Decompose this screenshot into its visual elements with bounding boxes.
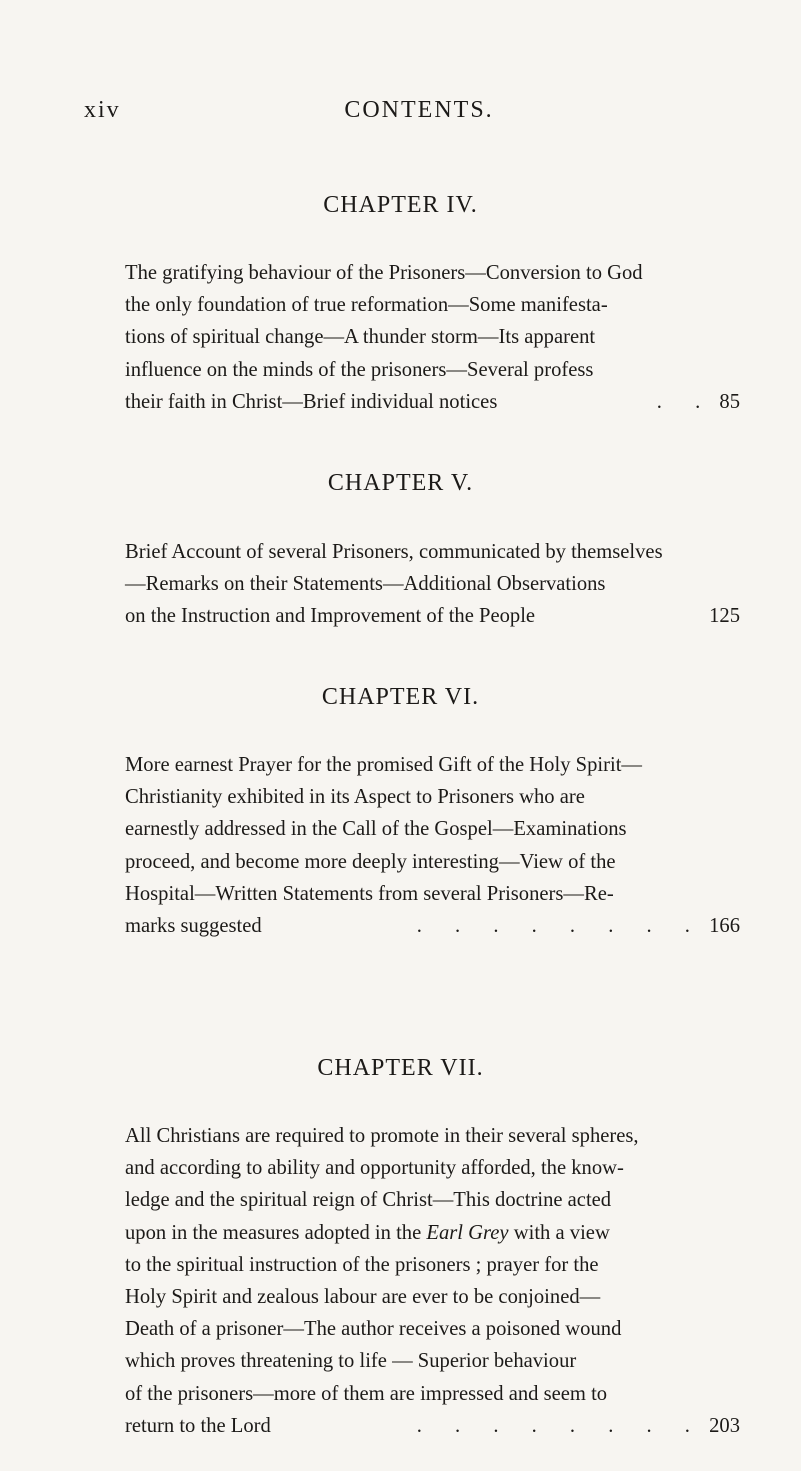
entry-line: with a view [513,1221,610,1244]
entry-line: upon in the measures adopted in the [125,1221,422,1244]
dot-leader: . . . . . . . . [416,915,704,938]
page-number [417,1410,740,1442]
contents-entry-chapter-vi [125,749,740,942]
page-number-value: 85 [719,390,740,413]
contents-entry-chapter-iv [125,257,740,418]
dot-leader: . . [656,390,715,413]
page-folio: xiv [84,97,121,123]
entry-line: their faith in Christ—Brief individual notices [125,390,498,413]
chapter-heading-vii: CHAPTER VII. [317,1055,484,1081]
entry-line: of the prisoners—more of them are impressed and seem to [125,1382,608,1405]
chapter-heading-iv: CHAPTER IV. [323,192,478,218]
entry-line: return to the Lord [125,1414,271,1437]
chapter-heading-v: CHAPTER V. [327,470,474,496]
contents-entry-chapter-v [125,536,740,633]
entry-line: marks suggested [125,915,262,938]
running-head [84,97,740,131]
entry-line: proceed, and become more deeply interesting—View of the [125,850,616,873]
entry-line: ledge and the spiritual reign of Christ—This doctrine acted [125,1189,612,1212]
chapter-heading-vi: CHAPTER VI. [321,684,480,710]
entry-last-line [125,386,740,418]
page-number-value: 125 [709,605,740,628]
entry-last-line [125,910,740,942]
entry-line: Death of a prisoner—The author receives a poisoned wound [125,1318,622,1341]
contents-entry-chapter-vii [125,1120,740,1442]
entry-line: —Remarks on their Statements—Additional Observations [125,573,606,596]
running-head-title: CONTENTS. [344,97,494,123]
page-number [709,600,740,632]
entry-line: More earnest Prayer for the promised Gift of the Holy Spirit— [125,754,643,776]
dot-leader: . . . . . . . . [416,1414,704,1437]
entry-line: Christianity exhibited in its Aspect to Prisoners who are [125,786,585,809]
entry-line: tions of spiritual change—A thunder storm—Its apparent [125,326,596,349]
page-number [417,910,740,942]
entry-last-line [125,600,740,632]
entry-line: earnestly addressed in the Call of the Gospel—Examinations [125,818,627,841]
ship-name: Earl Grey [426,1221,509,1244]
entry-line: Brief Account of several Prisoners, communicated by themselves [125,541,663,563]
page-number [657,386,740,418]
entry-line: which proves threatening to life — Superior behaviour [125,1350,577,1373]
entry-line: Holy Spirit and zealous labour are ever to be conjoined— [125,1286,601,1309]
entry-line: to the spiritual instruction of the prisoners ; prayer for the [125,1253,599,1276]
entry-line: Hospital—Written Statements from several Prisoners—Re- [125,882,614,905]
entry-line: on the Instruction and Improvement of the People [125,605,536,628]
entry-line: influence on the minds of the prisoners—Several profess [125,358,594,381]
entry-line: All Christians are required to promote in their several spheres, [125,1125,639,1147]
entry-line: The gratifying behaviour of the Prisoners—Conversion to God [125,262,643,284]
page-number-value: 203 [709,1414,740,1437]
page-number-value: 166 [709,915,740,938]
entry-last-line [125,1410,740,1442]
entry-line: the only foundation of true reformation—Some manifesta- [125,294,608,317]
entry-line-with-ship [125,1217,740,1249]
entry-line: and according to ability and opportunity afforded, the know- [125,1157,624,1180]
